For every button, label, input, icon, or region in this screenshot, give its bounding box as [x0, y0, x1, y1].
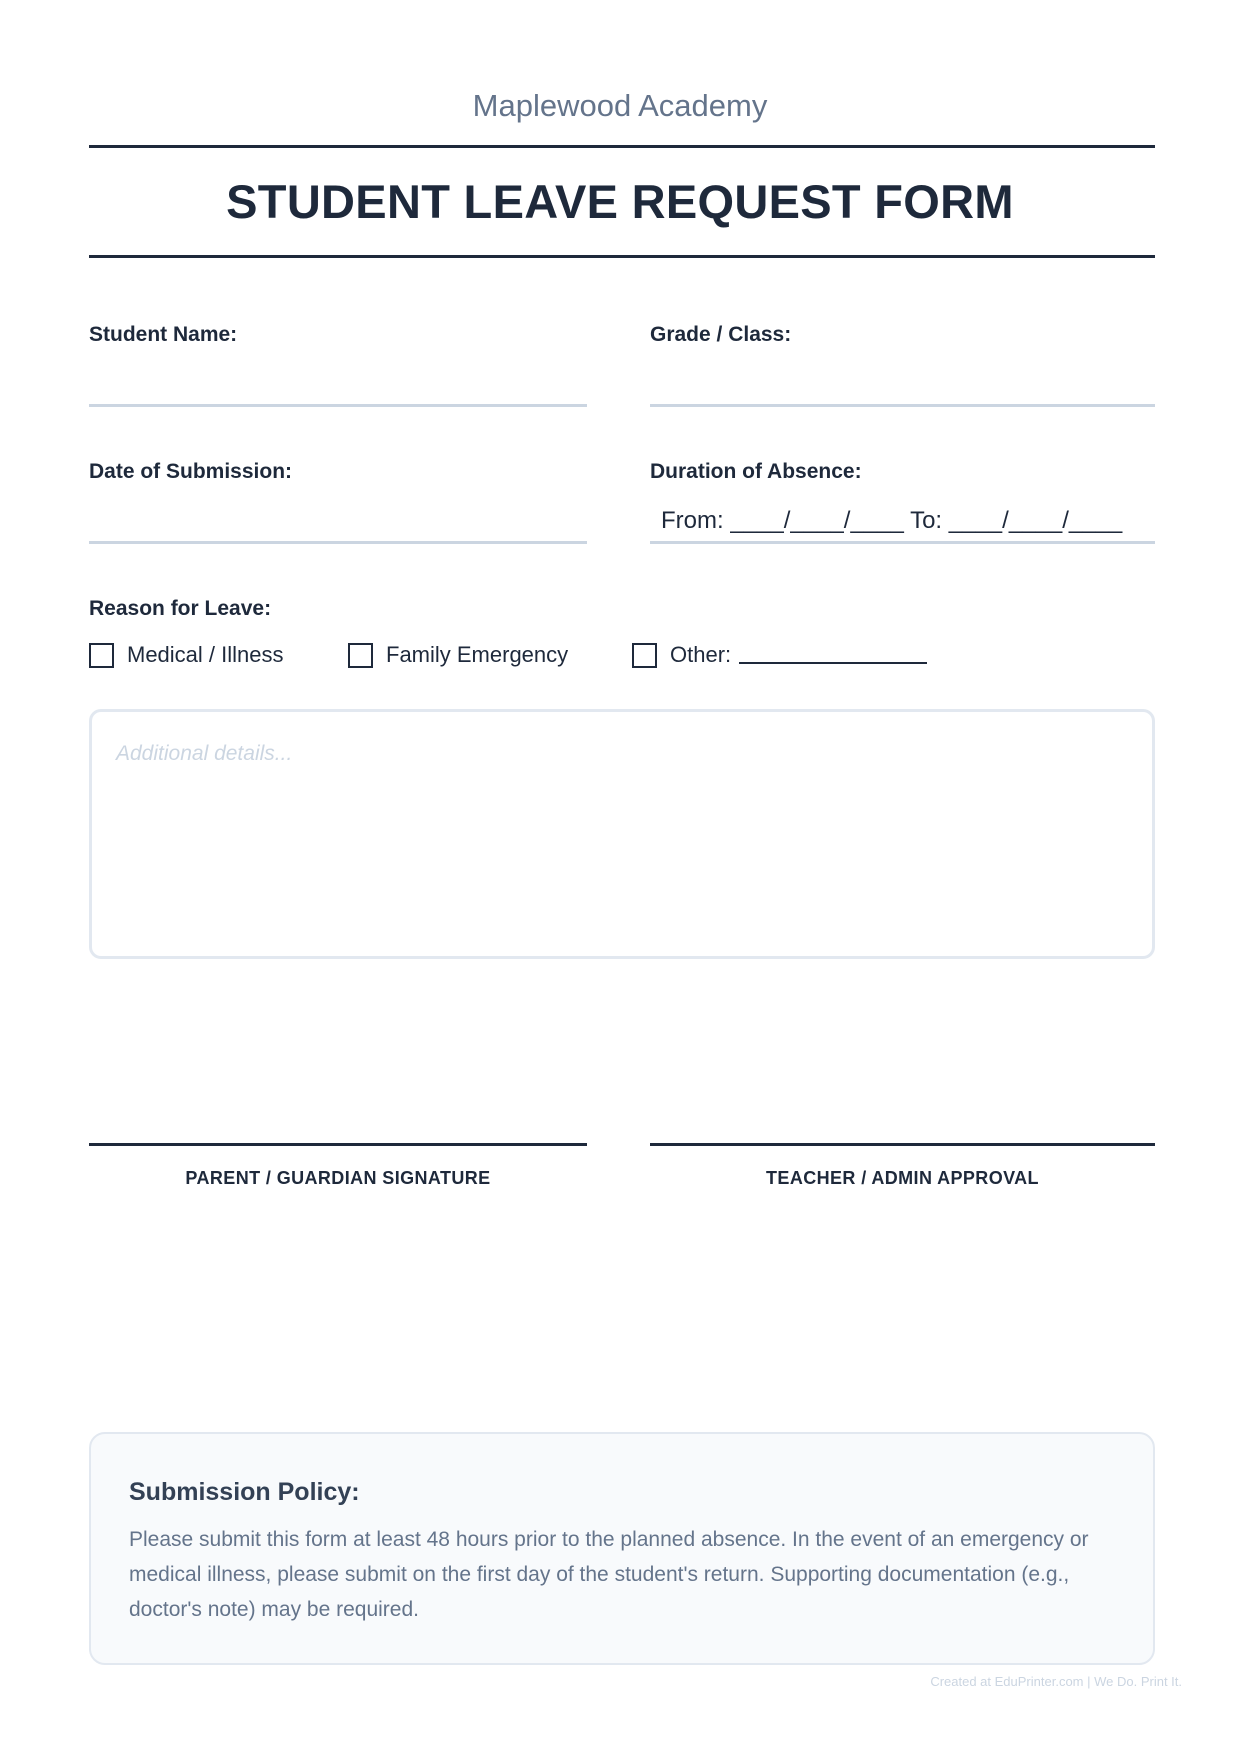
other-option-label: Other: — [670, 642, 732, 667]
teacher-approval-line[interactable] — [650, 1143, 1155, 1146]
reason-option-family-emergency[interactable] — [348, 642, 568, 668]
duration-dates-text[interactable]: From: ____/____/____ To: ____/____/____ — [661, 507, 1123, 534]
student-name-label: Student Name: — [89, 323, 238, 346]
parent-signature-label: PARENT / GUARDIAN SIGNATURE — [185, 1168, 491, 1188]
date-of-submission-label: Date of Submission: — [89, 460, 293, 483]
grade-class-label: Grade / Class: — [650, 323, 792, 346]
student-name-field[interactable] — [89, 404, 587, 407]
submission-policy-box — [89, 1432, 1155, 1665]
reason-label: Reason for Leave: — [89, 597, 272, 620]
additional-details-input[interactable] — [89, 709, 1155, 959]
grade-class-field[interactable] — [650, 404, 1155, 407]
other-checkbox[interactable] — [632, 643, 657, 668]
footer-credit: Created at EduPrinter.com | We Do. Print It. — [930, 1674, 1182, 1689]
policy-text: Please submit this form at least 48 hours prior to the planned absence. In the event of an emergency or medical illness, please submit on the first day of the student's return. Supporting documentation (e.g., doctor's note) may be required. — [129, 1528, 1089, 1621]
date-of-submission-field[interactable] — [89, 541, 587, 544]
other-reason-field[interactable] — [739, 662, 927, 664]
teacher-approval-label: TEACHER / ADMIN APPROVAL — [766, 1168, 1039, 1188]
reason-option-medical[interactable] — [89, 642, 284, 668]
header-rule-top — [89, 145, 1155, 148]
reason-option-other[interactable] — [632, 642, 927, 668]
parent-signature-line[interactable] — [89, 1143, 587, 1146]
form-title: STUDENT LEAVE REQUEST FORM — [226, 175, 1014, 228]
family-emergency-option-label: Family Emergency — [386, 642, 569, 667]
header-rule-bottom — [89, 255, 1155, 258]
policy-title: Submission Policy: — [129, 1478, 360, 1506]
medical-checkbox[interactable] — [89, 643, 114, 668]
family-emergency-checkbox[interactable] — [348, 643, 373, 668]
medical-option-label: Medical / Illness — [127, 642, 284, 667]
school-name: Maplewood Academy — [472, 88, 768, 123]
duration-of-absence-field — [650, 541, 1155, 544]
duration-of-absence-label: Duration of Absence: — [650, 460, 862, 483]
